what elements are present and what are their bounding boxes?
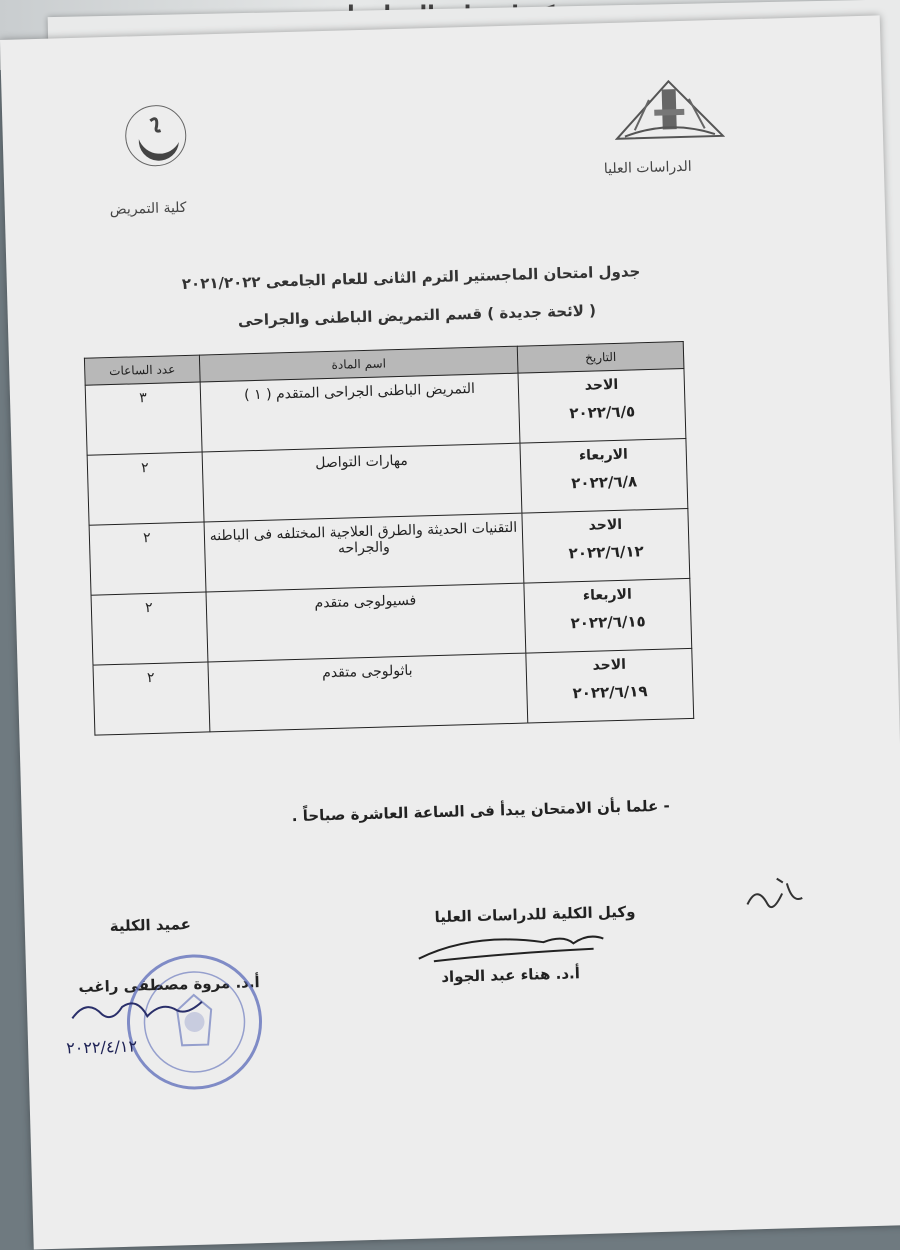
vice-dean-name: أ.د. هناء عبد الجواد: [441, 964, 581, 987]
graduate-studies-label: الدراسات العليا: [603, 158, 692, 178]
exam-date: ٢٠٢٢/٦/١٥: [570, 612, 646, 633]
subject-cell: التمريض الباطنى الجراحى المتقدم ( ١ ): [200, 373, 520, 452]
nursing-faculty-label: كلية التمريض: [109, 199, 187, 218]
hours-cell: ٢: [87, 452, 204, 525]
schedule-title: جدول امتحان الماجستير الترم الثانى للعام الجامعى ٢٠٢١/٢٠٢٢: [181, 262, 641, 294]
exam-date: ٢٠٢٢/٦/١٢: [568, 542, 644, 563]
exam-start-note: - علما بأن الامتحان يبدأ فى الساعة العاشرة صباحاً .: [291, 796, 670, 826]
subject-cell: مهارات التواصل: [202, 443, 522, 522]
document-content: [0, 18, 833, 1220]
exam-day: الاربعاء: [582, 586, 633, 604]
exam-date: ٢٠٢٢/٦/٥: [569, 402, 636, 423]
dean-name: أ.د. مروة مصطفى راغب: [78, 973, 260, 997]
document-page: [0, 15, 900, 1249]
handwritten-initials-icon: [742, 873, 813, 925]
date-cell: [526, 648, 694, 723]
subject-cell: التقنيات الحديثة والطرق العلاجية المختلفه فى الباطنه والجراحه: [204, 513, 524, 592]
handwritten-date: ٢٠٢٢/٤/١٢: [65, 1036, 138, 1058]
schedule-subtitle: ( لائحة جديدة ) قسم التمريض الباطنى والجراحى: [237, 301, 597, 330]
column-header-subject: اسم المادة: [199, 346, 518, 382]
exam-day: الاحد: [588, 516, 623, 534]
exam-day: الاربعاء: [578, 446, 629, 464]
date-cell: [524, 578, 692, 653]
subject-cell: باثولوجى متقدم: [208, 653, 528, 732]
column-header-hours: عدد الساعات: [84, 355, 200, 385]
exam-schedule-table: [84, 341, 694, 736]
hours-cell: ٢: [93, 662, 210, 735]
exam-day: الاحد: [584, 376, 619, 394]
date-cell: [522, 508, 690, 583]
nursing-faculty-logo-icon: [120, 100, 192, 172]
exam-date: ٢٠٢٢/٦/٨: [571, 472, 638, 493]
dean-title: عميد الكلية: [109, 915, 192, 936]
dean-handwritten-signature-icon: [67, 990, 208, 1034]
hours-cell: ٢: [91, 592, 208, 665]
subject-cell: فسيولوجى متقدم: [206, 583, 526, 662]
exam-date: ٢٠٢٢/٦/١٩: [572, 682, 648, 703]
column-header-date: التاريخ: [517, 342, 683, 374]
vice-dean-title: وكيل الكلية للدراسات العليا: [434, 902, 636, 927]
vice-dean-signature-icon: [413, 928, 614, 969]
hours-cell: ٢: [89, 522, 206, 595]
university-logo-icon: [613, 78, 725, 141]
date-cell: [518, 369, 686, 444]
exam-day: الاحد: [592, 656, 627, 674]
hours-cell: ٣: [85, 382, 202, 455]
date-cell: [520, 439, 688, 514]
